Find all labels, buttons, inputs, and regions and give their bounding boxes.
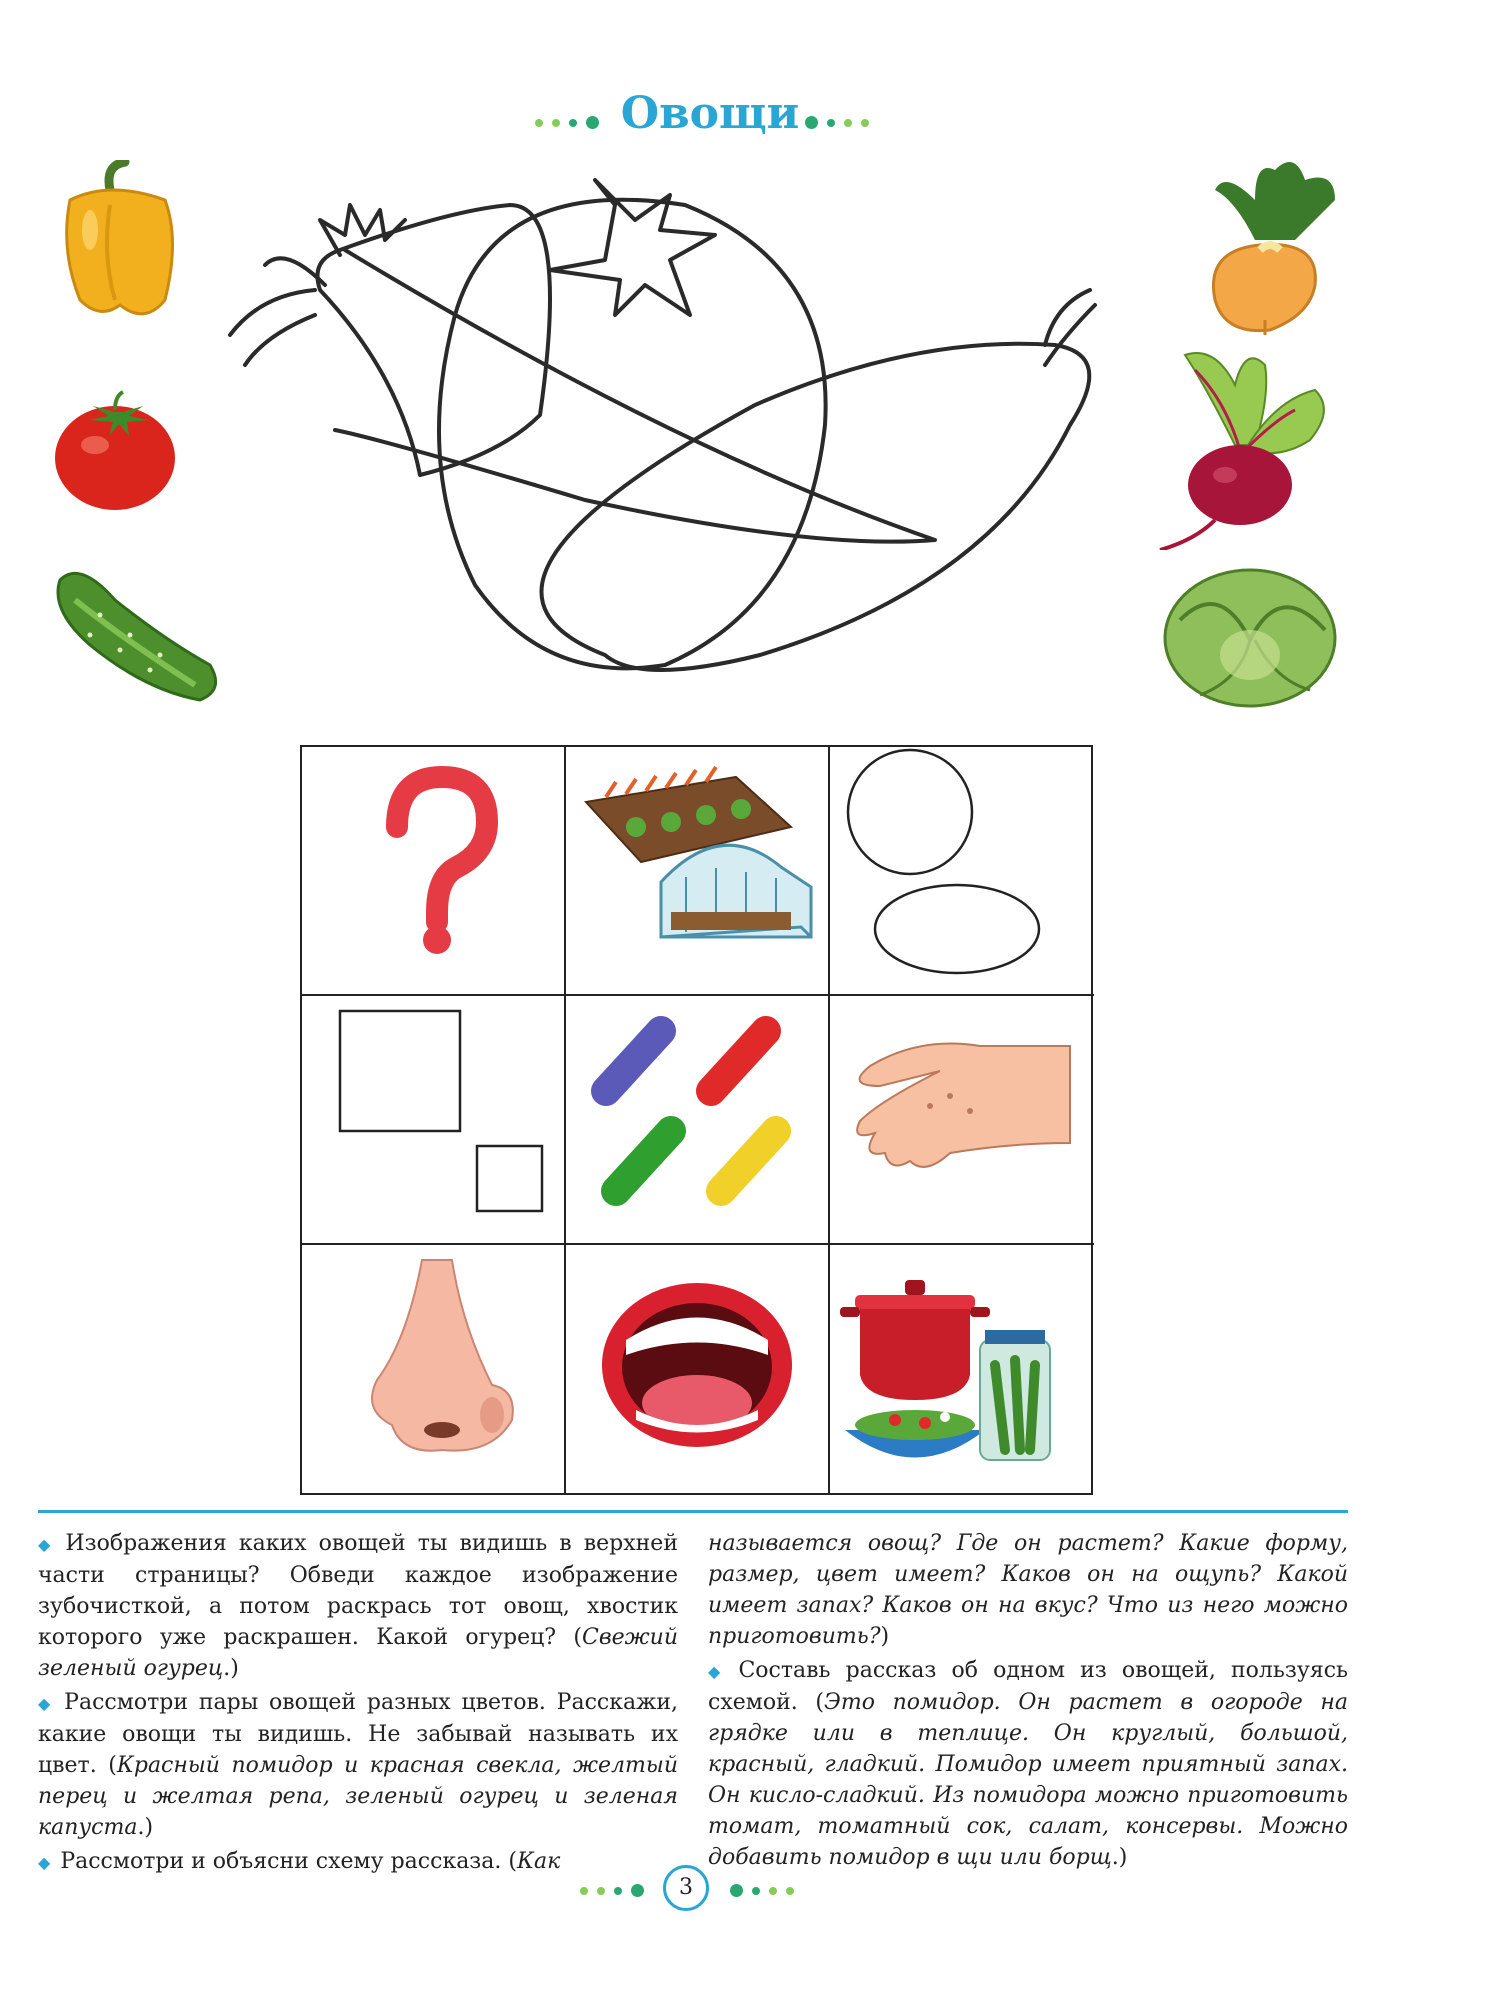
cabbage-icon <box>1160 560 1340 710</box>
grid-cell-shapes-square <box>302 996 566 1245</box>
page-title: Овощи <box>620 88 800 139</box>
garden-bed-greenhouse-icon <box>566 747 828 994</box>
page-number-dots-left <box>580 1884 644 1897</box>
story-schema-grid <box>300 745 1093 1495</box>
square-shapes-icon <box>302 996 564 1243</box>
page-number-dots-right <box>730 1884 794 1897</box>
grid-cell-colors <box>566 996 830 1245</box>
beet-icon <box>1145 335 1345 550</box>
cooking-pot-salad-jar-icon <box>830 1245 1092 1492</box>
grid-cell-taste <box>566 1245 830 1494</box>
overlapping-vegetables-outline <box>225 165 1125 705</box>
circle-oval-shapes-icon <box>830 747 1092 994</box>
title-dots-right <box>805 116 869 129</box>
yellow-pepper-icon <box>50 160 185 320</box>
grid-cell-touch <box>830 996 1094 1245</box>
question-mark-icon <box>302 747 564 994</box>
section-divider <box>38 1510 1348 1513</box>
nose-icon <box>302 1245 564 1492</box>
grid-cell-garden <box>566 747 830 996</box>
grid-cell-cooking <box>830 1245 1094 1494</box>
instructions-left-column <box>38 1528 678 1881</box>
color-strokes-icon <box>566 996 828 1243</box>
bullet-icon: ◆ <box>38 1535 56 1554</box>
instruction-paragraph: ◆ Рассмотри и объясни схему рассказа. (Как <box>38 1849 561 1874</box>
grid-cell-smell <box>302 1245 566 1494</box>
mouth-icon <box>566 1245 828 1492</box>
page-number: 3 <box>663 1865 709 1911</box>
grid-cell-question <box>302 747 566 996</box>
instruction-paragraph: ◆ Изображения каких овощей ты видишь в верхней части страницы? Обведи каждое изображение зубочисткой, а потом раскрась тот овощ, хвостик которого уже раскрашен. Какой огурец? (Свежий зеленый огурец.) <box>38 1531 678 1681</box>
instruction-paragraph: ◆ Составь рассказ об одном из овощей, пользуясь схемой. (Это помидор. Он растет в огороде на грядке или в теплице. Он круглый, большой, красный, гладкий. Помидор имеет приятный запах. Он кисло-сладкий. Из помидора можно приготовить томат, томатный сок, салат, консервы. Можно добавить помидор в щи или борщ.) <box>708 1658 1348 1870</box>
instruction-paragraph: называется овощ? Где он растет? Какие форму, размер, цвет имеет? Каков он на ощупь? Какой имеет запах? Каков он на вкус? Что из него можно приготовить?) <box>708 1531 1348 1649</box>
instruction-paragraph: ◆ Рассмотри пары овощей разных цветов. Расскажи, какие овощи ты видишь. Не забывай называть их цвет. (Красный помидор и красная свекла, желтый перец и желтая репа, зеленый огурец и зеленая капуста.) <box>38 1690 679 1840</box>
bullet-icon: ◆ <box>38 1694 55 1713</box>
grid-cell-shapes-round <box>830 747 1094 996</box>
bullet-icon: ◆ <box>708 1662 729 1681</box>
instructions-right-column <box>708 1528 1348 1876</box>
cucumber-icon <box>50 560 225 710</box>
hand-icon <box>830 996 1092 1243</box>
bullet-icon: ◆ <box>38 1853 51 1872</box>
turnip-icon <box>1195 160 1340 335</box>
tomato-icon <box>50 390 180 515</box>
